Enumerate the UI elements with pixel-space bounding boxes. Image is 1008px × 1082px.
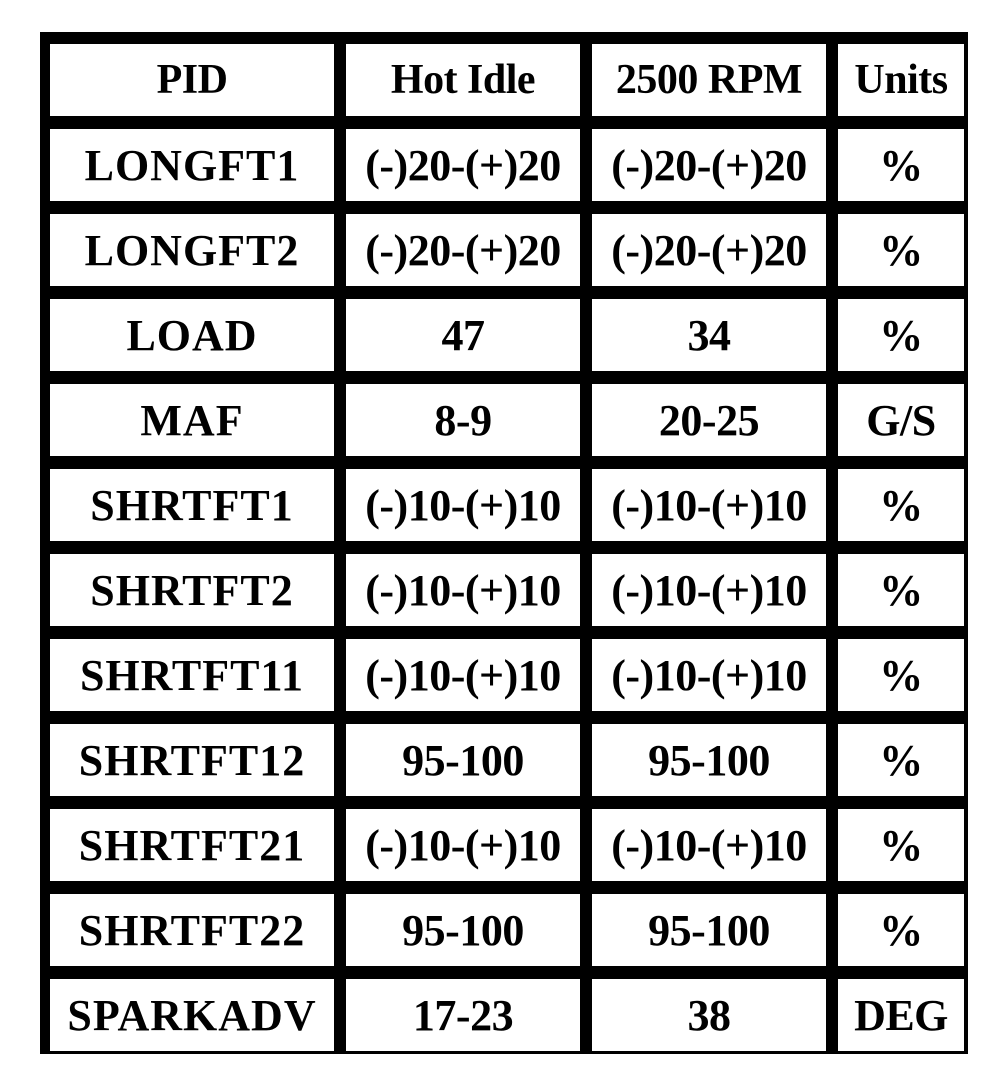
cell-2500-rpm: 20-25 xyxy=(592,384,826,456)
cell-2500-rpm: (-)10-(+)10 xyxy=(592,469,826,541)
header-hot-idle: Hot Idle xyxy=(346,44,580,116)
cell-hot-idle: (-)20-(+)20 xyxy=(346,129,580,201)
header-units: Units xyxy=(838,44,964,116)
cell-pid: MAF xyxy=(50,384,334,456)
cell-units: % xyxy=(838,214,964,286)
cell-units: DEG xyxy=(838,979,964,1051)
cell-units: % xyxy=(838,469,964,541)
cell-2500-rpm: 95-100 xyxy=(592,724,826,796)
cell-units: G/S xyxy=(838,384,964,456)
cell-units: % xyxy=(838,129,964,201)
cell-2500-rpm: (-)10-(+)10 xyxy=(592,554,826,626)
cell-hot-idle: (-)10-(+)10 xyxy=(346,554,580,626)
cell-units: % xyxy=(838,639,964,711)
cell-units: % xyxy=(838,554,964,626)
cell-pid: SHRTFT2 xyxy=(50,554,334,626)
cell-2500-rpm: (-)20-(+)20 xyxy=(592,129,826,201)
cell-pid: SPARKADV xyxy=(50,979,334,1051)
cell-pid: SHRTFT12 xyxy=(50,724,334,796)
pid-table xyxy=(40,32,968,1054)
header-pid: PID xyxy=(50,44,334,116)
cell-units: % xyxy=(838,894,964,966)
cell-units: % xyxy=(838,724,964,796)
cell-2500-rpm: (-)10-(+)10 xyxy=(592,809,826,881)
cell-2500-rpm: (-)10-(+)10 xyxy=(592,639,826,711)
cell-hot-idle: (-)20-(+)20 xyxy=(346,214,580,286)
cell-pid: LOAD xyxy=(50,299,334,371)
cell-2500-rpm: 38 xyxy=(592,979,826,1051)
cell-hot-idle: (-)10-(+)10 xyxy=(346,469,580,541)
cell-pid: LONGFT1 xyxy=(50,129,334,201)
cell-2500-rpm: 95-100 xyxy=(592,894,826,966)
header-2500-rpm: 2500 RPM xyxy=(592,44,826,116)
cell-pid: SHRTFT1 xyxy=(50,469,334,541)
cell-hot-idle: (-)10-(+)10 xyxy=(346,639,580,711)
cell-2500-rpm: 34 xyxy=(592,299,826,371)
cell-hot-idle: 8-9 xyxy=(346,384,580,456)
cell-units: % xyxy=(838,809,964,881)
cell-hot-idle: 95-100 xyxy=(346,894,580,966)
cell-units: % xyxy=(838,299,964,371)
pid-table-grid xyxy=(50,44,958,1044)
cell-2500-rpm: (-)20-(+)20 xyxy=(592,214,826,286)
cell-pid: LONGFT2 xyxy=(50,214,334,286)
cell-pid: SHRTFT22 xyxy=(50,894,334,966)
cell-hot-idle: 17-23 xyxy=(346,979,580,1051)
cell-hot-idle: (-)10-(+)10 xyxy=(346,809,580,881)
cell-hot-idle: 95-100 xyxy=(346,724,580,796)
cell-pid: SHRTFT21 xyxy=(50,809,334,881)
cell-hot-idle: 47 xyxy=(346,299,580,371)
cell-pid: SHRTFT11 xyxy=(50,639,334,711)
